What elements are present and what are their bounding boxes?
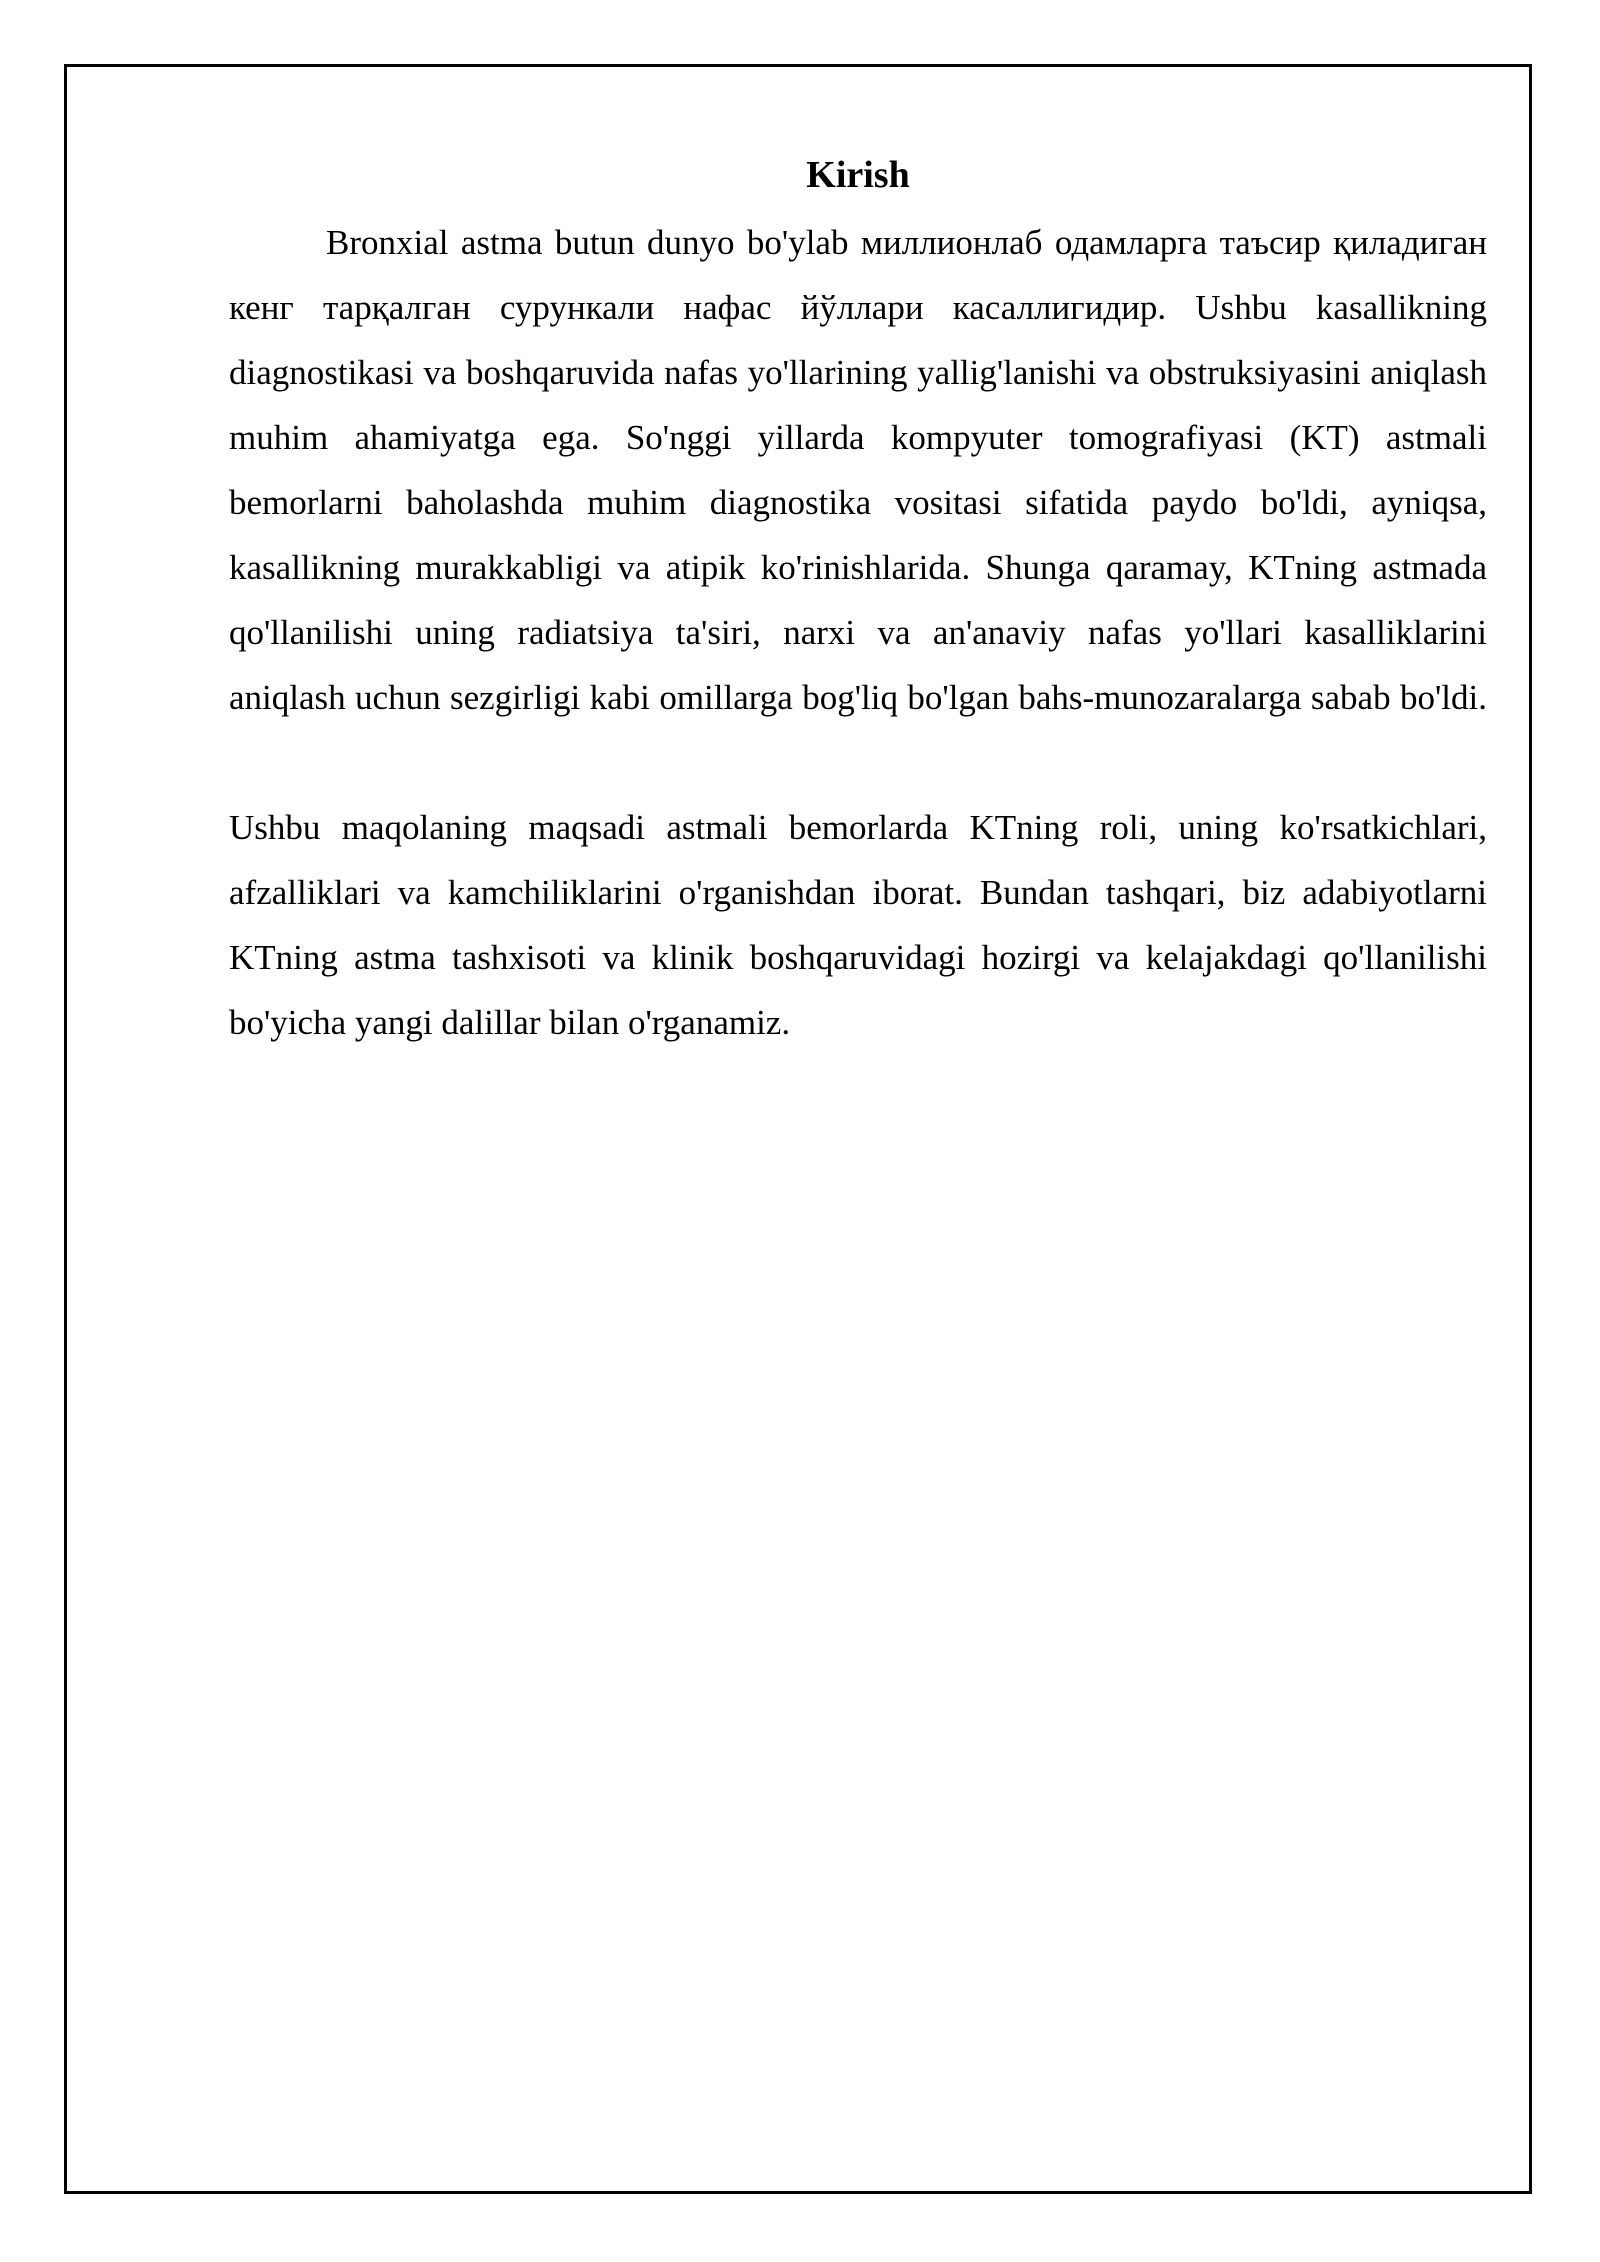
paragraph-spacer <box>229 730 1487 795</box>
document-body <box>229 145 1487 1055</box>
section-title: Kirish <box>806 154 910 196</box>
paragraph-aim: Ushbu maqolaning maqsadi astmali bemorlarda KTning roli, uning ko'rsatkichlari, afzalliklari va kamchiliklarini o'rganishdan iborat. Bundan tashqari, biz adabiyotlarni KTning astma tashxisoti va klinik boshqaruvidagi hozirgi va kelajakdagi qo'llanilishi bo'yicha yangi dalillar bilan o'rganamiz. <box>229 808 1487 1042</box>
paragraph-intro: Bronxial astma butun dunyo bo'ylab миллионлаб одамларга таъсир қиладиган кенг тарқалган сурункали нафас йўллари касаллигидир. Ushbu kasallikning diagnostikasi va boshqaruvida nafas yo'llarining yallig'lanishi va obstruksiyasini aniqlash muhim ahamiyatga ega. So'nggi yillarda kompyuter tomografiyasi (KT) astmali bemorlarni baholashda muhim diagnostika vositasi sifatida paydo bo'ldi, ayniqsa, kasallikning murakkabligi va atipik ko'rinishlarida. Shunga qaramay, KTning astmada qo'llanilishi uning radiatsiya ta'siri, narxi va an'anaviy nafas yo'llari kasalliklarini aniqlash uchun sezgirligi kabi omillarga bog'liq bo'lgan bahs-munozaralarga sabab bo'ldi. <box>229 223 1487 717</box>
